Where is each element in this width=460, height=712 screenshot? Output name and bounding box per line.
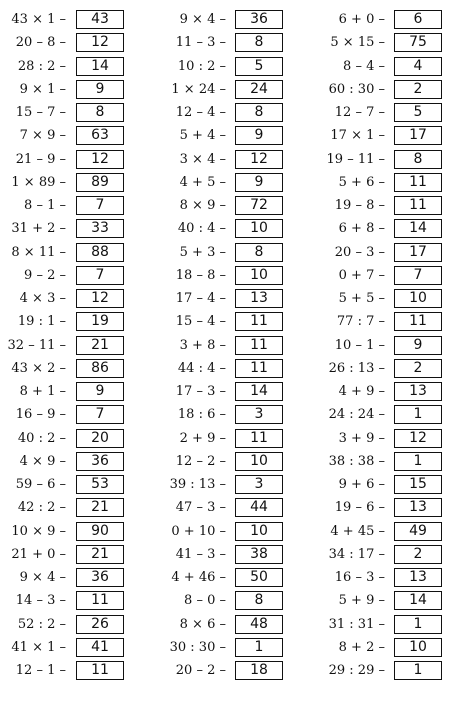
problem-expression: 4 + 46 – (171, 570, 226, 585)
answer-box[interactable]: 18 (235, 661, 283, 680)
answer-box[interactable]: 10 (235, 452, 283, 471)
answer-box[interactable]: 36 (76, 452, 124, 471)
problem-expression: 4 + 5 – (179, 174, 226, 190)
answer-box[interactable]: 9 (76, 382, 124, 401)
problem-expression: 11 – 3 – (175, 35, 226, 51)
answer-box[interactable]: 43 (76, 10, 124, 29)
problem-expression: 28 : 2 – (17, 58, 66, 74)
answer-box[interactable]: 21 (76, 336, 124, 355)
problem-expression: 41 × 1 – (11, 639, 66, 655)
problem-expression: 7 × 9 – (19, 128, 66, 144)
answer-box[interactable]: 5 (235, 57, 283, 76)
problem-expression: 17 – 3 – (175, 384, 226, 399)
problem-expression: 5 + 3 – (179, 244, 226, 260)
answer-box[interactable]: 63 (76, 126, 124, 145)
answer-box[interactable]: 9 (235, 126, 283, 145)
problem-expression: 31 + 2 – (11, 221, 66, 237)
answer-box[interactable]: 1 (235, 638, 283, 657)
answer-box[interactable]: 11 (394, 312, 442, 331)
problem-expression: 9 × 4 – (179, 12, 226, 27)
problem-expression: 30 : 30 – (169, 639, 226, 655)
problem-expression: 39 : 13 – (169, 477, 226, 492)
problem-expression: 15 – 4 – (175, 314, 226, 330)
problem-expression: 17 – 4 – (175, 291, 226, 306)
problem-expression: 18 : 6 – (177, 407, 226, 423)
problem-expression: 20 – 8 – (15, 35, 66, 51)
problem-expression: 9 × 4 – (19, 570, 66, 585)
problem-expression: 12 – 7 – (334, 105, 385, 120)
answer-box[interactable]: 72 (235, 196, 283, 215)
answer-box[interactable]: 9 (235, 173, 283, 192)
problem-expression: 4 × 3 – (19, 291, 66, 306)
answer-box[interactable]: 3 (235, 405, 283, 424)
problem-expression: 8 – 1 – (24, 198, 66, 213)
problem-expression: 0 + 10 – (171, 523, 226, 539)
problem-expression: 9 + 6 – (338, 477, 385, 492)
answer-box[interactable]: 3 (235, 475, 283, 494)
problem-expression: 9 – 2 – (24, 267, 66, 283)
problem-expression: 1 × 24 – (171, 81, 226, 97)
problem-expression: 6 + 0 – (338, 12, 385, 27)
problem-expression: 16 – 9 – (15, 407, 66, 423)
problem-expression: 8 – 0 – (184, 593, 226, 609)
problem-expression: 2 + 9 – (179, 430, 226, 446)
problem-expression: 5 × 15 – (330, 35, 385, 51)
answer-box[interactable]: 9 (76, 80, 124, 99)
problem-expression: 19 : 1 – (17, 314, 66, 330)
answer-box[interactable]: 19 (76, 312, 124, 331)
answer-box[interactable]: 1 (394, 452, 442, 471)
answer-box[interactable]: 10 (394, 638, 442, 657)
problem-expression: 3 × 4 – (179, 151, 226, 167)
answer-box[interactable]: 6 (394, 10, 442, 29)
answer-box[interactable]: 13 (235, 289, 283, 308)
answer-box[interactable]: 21 (76, 498, 124, 517)
answer-box[interactable]: 36 (235, 10, 283, 29)
problem-expression: 20 – 3 – (334, 244, 385, 260)
problem-expression: 18 – 8 – (175, 267, 226, 283)
problem-expression: 6 + 8 – (338, 221, 385, 237)
problem-expression: 5 + 9 – (338, 593, 385, 609)
answer-box[interactable]: 10 (235, 266, 283, 285)
answer-box[interactable]: 21 (76, 545, 124, 564)
problem-expression: 34 : 17 – (328, 546, 385, 562)
answer-box[interactable]: 11 (235, 336, 283, 355)
answer-box[interactable]: 17 (394, 243, 442, 262)
answer-box[interactable]: 50 (235, 568, 283, 587)
problem-expression: 12 – 4 – (175, 105, 226, 120)
answer-box[interactable]: 8 (235, 243, 283, 262)
problem-expression: 8 + 2 – (338, 639, 385, 655)
problem-expression: 43 × 2 – (11, 360, 66, 376)
problem-expression: 12 – 1 – (15, 663, 66, 678)
problem-expression: 42 : 2 – (17, 500, 66, 516)
problem-expression: 4 + 9 – (338, 384, 385, 399)
problem-expression: 10 : 2 – (177, 58, 226, 74)
problem-expression: 8 – 4 – (343, 58, 385, 74)
answer-box[interactable]: 14 (76, 57, 124, 76)
answer-box[interactable]: 7 (394, 266, 442, 285)
problem-expression: 0 + 7 – (338, 267, 385, 283)
problem-expression: 19 – 11 – (326, 151, 385, 167)
answer-box[interactable]: 11 (235, 359, 283, 378)
answer-box[interactable]: 20 (76, 429, 124, 448)
answer-box[interactable]: 2 (394, 80, 442, 99)
problem-expression: 47 – 3 – (175, 500, 226, 516)
answer-box[interactable]: 75 (394, 33, 442, 52)
problem-expression: 5 + 5 – (338, 291, 385, 306)
problem-expression: 10 × 9 – (11, 523, 66, 539)
problem-expression: 5 + 6 – (338, 174, 385, 190)
problem-expression: 41 – 3 – (175, 546, 226, 562)
answer-box[interactable]: 12 (235, 150, 283, 169)
answer-box[interactable]: 26 (76, 615, 124, 634)
answer-box[interactable]: 12 (76, 33, 124, 52)
answer-box[interactable]: 44 (235, 498, 283, 517)
answer-box[interactable]: 12 (76, 289, 124, 308)
answer-box[interactable]: 8 (235, 591, 283, 610)
answer-box[interactable]: 13 (394, 568, 442, 587)
answer-box[interactable]: 7 (76, 266, 124, 285)
problem-expression: 59 – 6 – (15, 477, 66, 492)
problem-expression: 8 × 6 – (179, 616, 226, 632)
answer-box[interactable]: 15 (394, 475, 442, 494)
problem-expression: 38 : 38 – (328, 453, 385, 469)
problem-expression: 44 : 4 – (177, 360, 226, 376)
answer-box[interactable]: 8 (76, 103, 124, 122)
problem-expression: 17 × 1 – (330, 128, 385, 144)
problem-expression: 8 × 9 – (179, 198, 226, 213)
answer-box[interactable]: 1 (394, 661, 442, 680)
answer-box[interactable]: 7 (76, 196, 124, 215)
answer-box[interactable]: 17 (394, 126, 442, 145)
problem-expression: 9 × 1 – (19, 81, 66, 97)
problem-expression: 20 – 2 – (175, 663, 226, 678)
answer-box[interactable]: 2 (394, 359, 442, 378)
problem-expression: 40 : 4 – (177, 221, 226, 237)
problem-expression: 19 – 8 – (334, 198, 385, 213)
problem-expression: 4 + 45 – (330, 523, 385, 539)
problem-expression: 31 : 31 – (328, 616, 385, 632)
problem-expression: 14 – 3 – (15, 593, 66, 609)
answer-box[interactable]: 14 (235, 382, 283, 401)
problem-expression: 40 : 2 – (17, 430, 66, 446)
answer-box[interactable]: 10 (235, 219, 283, 238)
answer-box[interactable]: 10 (394, 289, 442, 308)
answer-box[interactable]: 8 (394, 150, 442, 169)
problem-expression: 15 – 7 – (15, 105, 66, 120)
answer-box[interactable]: 90 (76, 522, 124, 541)
problem-expression: 19 – 6 – (334, 500, 385, 516)
answer-box[interactable]: 53 (76, 475, 124, 494)
problem-expression: 16 – 3 – (334, 570, 385, 585)
problem-expression: 12 – 2 – (175, 453, 226, 469)
answer-box[interactable]: 8 (235, 103, 283, 122)
answer-box[interactable]: 11 (76, 591, 124, 610)
problem-expression: 26 : 13 – (328, 360, 385, 376)
answer-box[interactable]: 13 (394, 382, 442, 401)
answer-box[interactable]: 1 (394, 615, 442, 634)
answer-box[interactable]: 11 (235, 429, 283, 448)
problem-expression: 32 – 11 – (7, 337, 66, 353)
problem-expression: 29 : 29 – (328, 663, 385, 678)
answer-box[interactable]: 11 (394, 196, 442, 215)
answer-box[interactable]: 5 (394, 103, 442, 122)
answer-box[interactable]: 41 (76, 638, 124, 657)
answer-box[interactable]: 12 (76, 150, 124, 169)
problem-expression: 5 + 4 – (179, 128, 226, 144)
problem-expression: 8 + 1 – (19, 384, 66, 399)
problem-expression: 10 – 1 – (334, 337, 385, 353)
answer-box[interactable]: 24 (235, 80, 283, 99)
answer-box[interactable]: 14 (394, 219, 442, 238)
answer-box[interactable]: 2 (394, 545, 442, 564)
answer-box[interactable]: 8 (235, 33, 283, 52)
answer-box[interactable]: 33 (76, 219, 124, 238)
problem-expression: 21 – 9 – (15, 151, 66, 167)
answer-box[interactable]: 1 (394, 405, 442, 424)
answer-box[interactable]: 88 (76, 243, 124, 262)
answer-box[interactable]: 4 (394, 57, 442, 76)
answer-box[interactable]: 9 (394, 336, 442, 355)
answer-box[interactable]: 14 (394, 591, 442, 610)
problem-expression: 3 + 8 – (179, 337, 226, 353)
problem-expression: 4 × 9 – (19, 453, 66, 469)
answer-box[interactable]: 48 (235, 615, 283, 634)
problem-expression: 21 + 0 – (11, 546, 66, 562)
answer-box[interactable]: 38 (235, 545, 283, 564)
answer-box[interactable]: 11 (394, 173, 442, 192)
problem-expression: 52 : 2 – (17, 616, 66, 632)
answer-box[interactable]: 13 (394, 498, 442, 517)
problem-expression: 60 : 30 – (328, 81, 385, 97)
answer-box[interactable]: 86 (76, 359, 124, 378)
answer-box[interactable]: 89 (76, 173, 124, 192)
problem-expression: 1 × 89 – (11, 174, 66, 190)
problem-expression: 43 × 1 – (11, 12, 66, 27)
answer-box[interactable]: 10 (235, 522, 283, 541)
problem-expression: 8 × 11 – (11, 244, 66, 260)
problem-expression: 77 : 7 – (336, 314, 385, 330)
answer-box[interactable]: 11 (76, 661, 124, 680)
answer-box[interactable]: 36 (76, 568, 124, 587)
problem-expression: 3 + 9 – (338, 430, 385, 446)
answer-box[interactable]: 11 (235, 312, 283, 331)
problem-expression: 24 : 24 – (328, 407, 385, 423)
answer-box[interactable]: 49 (394, 522, 442, 541)
answer-box[interactable]: 12 (394, 429, 442, 448)
answer-box[interactable]: 7 (76, 405, 124, 424)
